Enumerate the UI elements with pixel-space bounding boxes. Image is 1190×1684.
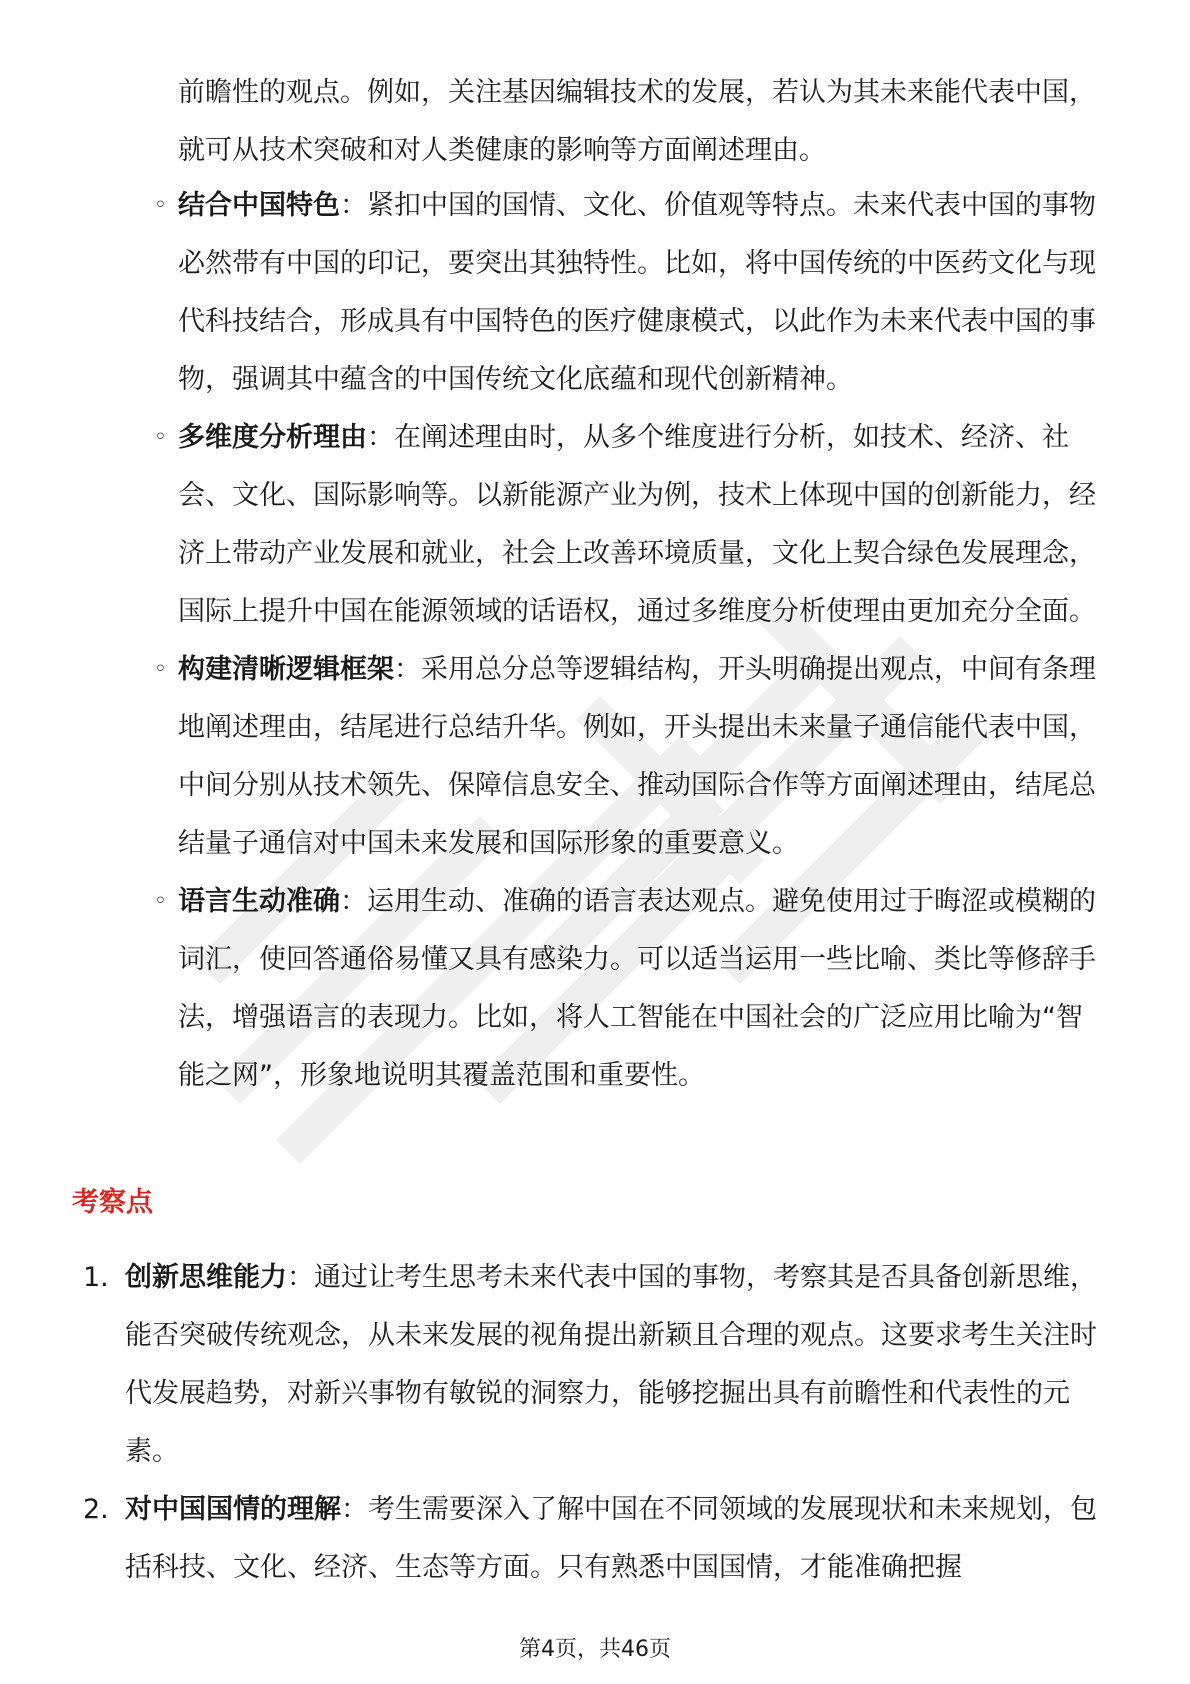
tips-bullet-list — [154, 177, 1108, 1105]
bullet-item — [154, 177, 1108, 409]
numbered-item — [83, 1481, 1110, 1597]
bullet-title: 语言生动准确 — [178, 886, 340, 917]
item-text: ：通过让考生思考未来代表中国的事物，考察其是否具备创新思维，能否突破传统观念，从未来发展的视角提出新颖且合理的观点。这要求考生关注时代发展趋势，对新兴事物有敏锐的洞察力，能够挖掘出具有前瞻性和代表性的元素。 — [125, 1262, 1097, 1467]
bullet-text: ：紧扣中国的国情、文化、价值观等特点。未来代表中国的事物必然带有中国的印记，要突出其独特性。比如，将中国传统的中医药文化与现代科技结合，形成具有中国特色的医疗健康模式，以此作为未来代表中国的事物，强调其中蕴含的中国传统文化底蕴和现代创新精神。 — [178, 190, 1096, 395]
section-heading-exam-points: 考察点 — [72, 1187, 153, 1218]
numbered-item — [83, 1249, 1110, 1481]
bullet-title: 构建清晰逻辑框架 — [178, 654, 394, 685]
continuation-paragraph: 前瞻性的观点。例如，关注基因编辑技术的发展，若认为其未来能代表中国，就可从技术突破和对人类健康的影响等方面阐述理由。 — [178, 77, 1096, 166]
item-number: 1. — [83, 1262, 109, 1293]
bullet-title: 多维度分析理由 — [178, 422, 367, 453]
bullet-item — [154, 641, 1108, 873]
item-title: 创新思维能力 — [125, 1262, 287, 1293]
item-text: ：考生需要深入了解中国在不同领域的发展现状和未来规划，包括科技、文化、经济、生态等方面。只有熟悉中国国情，才能准确把握 — [125, 1494, 1097, 1583]
hollow-circle-bullet-icon: ◦ — [154, 193, 167, 218]
bullet-item — [154, 409, 1108, 641]
page-footer: 第4页，共46页 — [519, 1637, 671, 1662]
hollow-circle-bullet-icon: ◦ — [154, 657, 167, 682]
bullet-text: ：运用生动、准确的语言表达观点。避免使用过于晦涩或模糊的词汇，使回答通俗易懂又具有感染力。可以适当运用一些比喻、类比等修辞手法，增强语言的表现力。比如，将人工智能在中国社会的广泛应用比喻为“智能之网”，形象地说明其覆盖范围和重要性。 — [178, 886, 1096, 1091]
bullet-text: ：在阐述理由时，从多个维度进行分析，如技术、经济、社会、文化、国际影响等。以新能源产业为例，技术上体现中国的创新能力，经济上带动产业发展和就业，社会上改善环境质量，文化上契合绿色发展理念，国际上提升中国在能源领域的话语权，通过多维度分析使理由更加充分全面。 — [178, 422, 1096, 627]
item-number: 2. — [83, 1494, 109, 1525]
exam-points-list — [83, 1249, 1110, 1597]
bullet-text: ：采用总分总等逻辑结构，开头明确提出观点，中间有条理地阐述理由，结尾进行总结升华。例如，开头提出未来量子通信能代表中国，中间分别从技术领先、保障信息安全、推动国际合作等方面阐述理由，结尾总结量子通信对中国未来发展和国际形象的重要意义。 — [178, 654, 1096, 859]
item-title: 对中国国情的理解 — [125, 1494, 341, 1525]
hollow-circle-bullet-icon: ◦ — [154, 425, 167, 450]
bullet-title: 结合中国特色 — [178, 190, 340, 221]
hollow-circle-bullet-icon: ◦ — [154, 889, 167, 914]
bullet-item — [154, 873, 1108, 1105]
